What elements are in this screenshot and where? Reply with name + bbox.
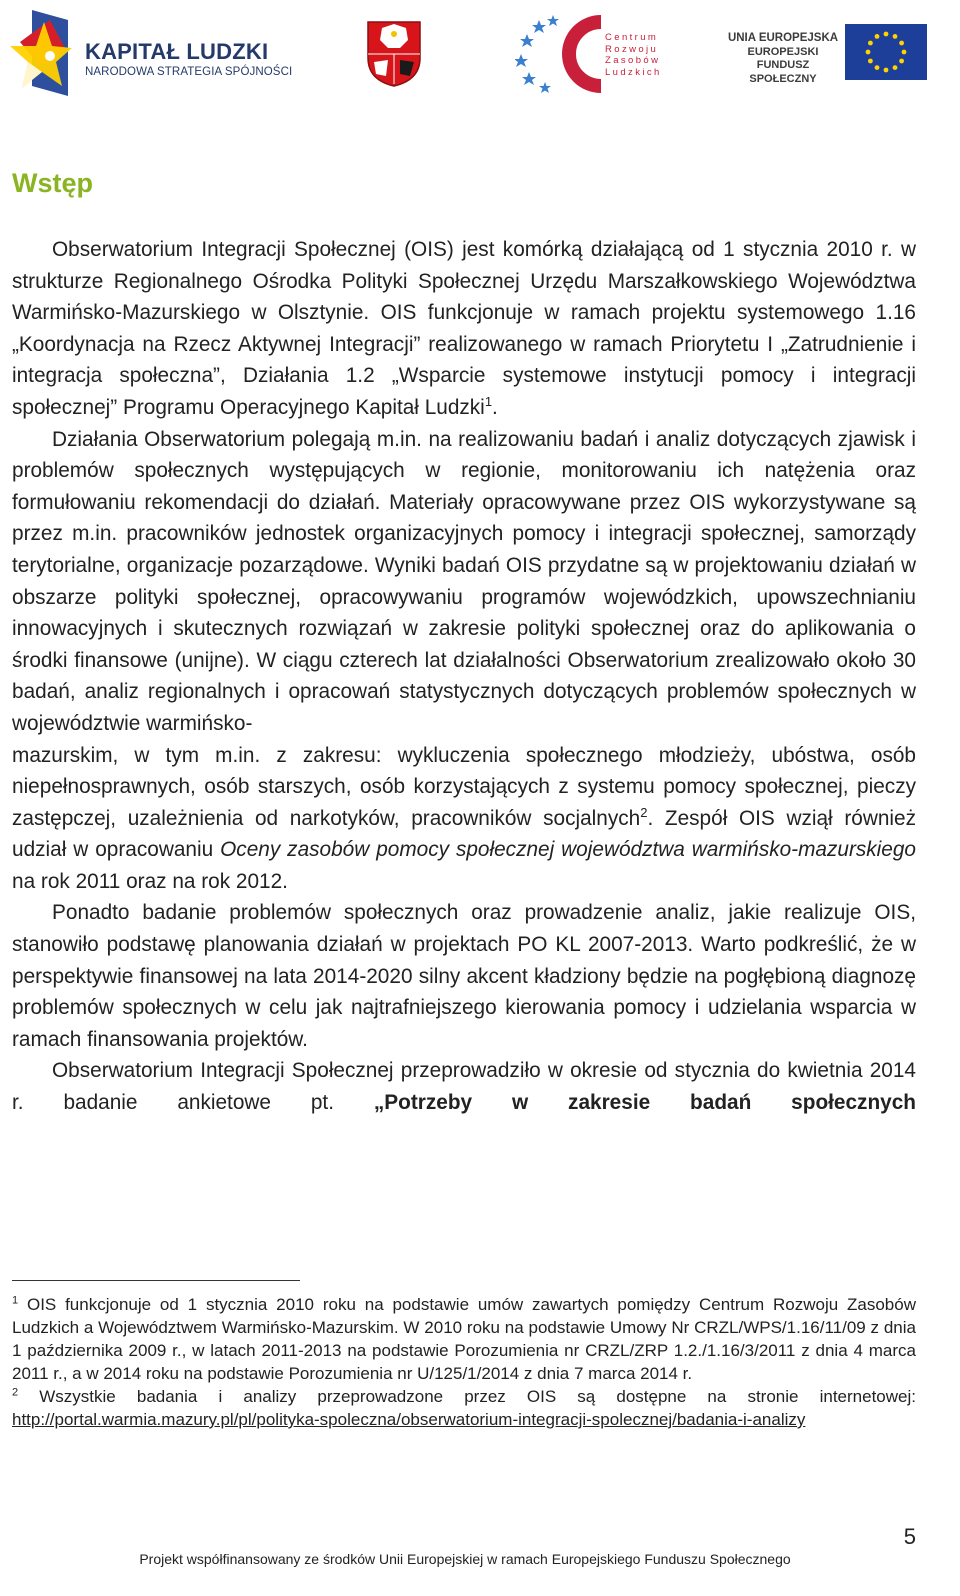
crzl-line-2: Rozwoju (605, 43, 659, 55)
paragraph-2-text-d: na rok 2011 oraz na rok 2012. (12, 869, 288, 893)
footnote-1-text: OIS funkcjonuje od 1 stycznia 2010 roku na podstawie umów zawartych pomiędzy Centrum Rozwoju Zasobów Ludzkich a Województwem Warmińsko-Mazurskim. W 2010 roku na podstawie Umowy Nr CRZL/WPS/1.16/11/09 z dnia 1 października 2009 r., w latach 2011-2013 na podstawie Porozumienia nr CRZL/ZRP 1.2./1.16/3/2011 z dnia 4 marca 2011 r., a w 2014 roku na podstawie Porozumienia nr U/125/1/2014 z dnia 7 marca 2014 r. (12, 1295, 916, 1383)
page-number: 5 (903, 1524, 916, 1549)
footnote-ref-1[interactable]: 1 (484, 394, 493, 410)
crzl-name (605, 32, 662, 78)
eu-flag-icon (845, 24, 927, 80)
footnote-1-marker: 1 (12, 1294, 19, 1307)
footnote-ref-2[interactable]: 2 (640, 804, 648, 820)
paragraph-4 (12, 1055, 916, 1118)
eu-line-2: EUROPEJSKI (747, 45, 819, 58)
kapital-ludzki-star-icon (10, 10, 76, 98)
footnote-2-marker: 2 (12, 1386, 19, 1399)
paragraph-2-text-b: mazurskim, w tym m.in. z zakresu: wykluczenia społecznego młodzieży, ubóstwa, osób niepełnosprawnych, osób starszych, osób korzystających z systemu pomocy społecznej, pieczy zastępczej, uzależnienia od narkotyków, pracowników socjalnych (12, 743, 916, 830)
header-logos (10, 8, 940, 100)
footnotes (12, 1293, 916, 1431)
paragraph-3: Ponadto badanie problemów społecznych oraz prowadzenie analiz, jakie realizuje OIS, stanowiło podstawę planowania działań w projektach PO KL 2007-2013. Warto podkreślić, że w perspektywie finansowej na lata 2014-2020 silny akcent kładziony będzie na pogłębioną diagnozę problemów społecznych w celu jak najtrafniejszego kierowania pomocy i udzielania wsparcia w ramach finansowania projektów. (12, 901, 916, 1051)
eu-line-1: UNIA EUROPEJSKA (727, 32, 839, 44)
footnote-2-link[interactable]: http://portal.warmia.mazury.pl/pl/polityka-spoleczna/obserwatorium-integracji-spolecznej/badania-i-analizy (12, 1410, 806, 1429)
paragraph-4-bold-title: „Potrzeby w zakresie badań społecznych (373, 1091, 916, 1115)
paragraph-1 (12, 234, 916, 424)
eu-logo (724, 24, 939, 90)
paragraph-2-text-a: Działania Obserwatorium polegają m.in. na realizowaniu badań i analiz dotyczących zjawisk i problemów społecznych występujących w regionie, monitorowaniu ich natężenia oraz formułowaniu rekomendacji do działań. Materiały opracowywane przez OIS wykorzystywane są przez m.in. pracowników jednostek organizacyjnych pomocy i integracji społecznej, samorządy terytorialne, organizacje pozarządowe. Wyniki badań OIS przydatne są w projektowaniu działań w obszarze polityki społecznej, opracowywaniu programów wojewódzkich, upowszechnianiu innowacyjnych i skutecznych rozwiązań w zakresie polityki społecznej oraz do aplikowania o środki finansowe (unijne). W ciągu czterech lat działalności Obserwatorium zrealizowało około 30 badań, analiz regionalnych i opracowań statystycznych dotyczących problemów społecznych w województwie warmińsko- (12, 427, 916, 735)
document-body (12, 234, 916, 1119)
kapital-ludzki-logo (10, 10, 300, 98)
paragraph-2-italic-title: Oceny zasobów pomocy społecznej województwa warmińsko-mazurskiego (220, 838, 916, 862)
footnote-2 (12, 1385, 916, 1431)
crzl-line-3: Zasobów (605, 55, 661, 66)
paragraph-2-text-c: . Zespół OIS wziął również udział w opracowaniu (12, 806, 916, 862)
eu-line-3: FUNDUSZ SPOŁECZNY (749, 59, 817, 85)
eu-text (724, 32, 842, 86)
page-footer: Projekt współfinansowany ze środków Unii Europejskiej w ramach Europejskiego Funduszu Społecznego (139, 1551, 791, 1567)
kapital-ludzki-title: KAPITAŁ LUDZKI (85, 39, 269, 64)
kapital-ludzki-subtitle: NARODOWA STRATEGIA SPÓJNOŚCI (85, 66, 293, 78)
crzl-line-4: Ludzkich (605, 66, 662, 78)
paragraph-1-end: . (492, 395, 498, 419)
footnote-separator (12, 1280, 300, 1281)
paragraph-2 (12, 424, 916, 898)
crzl-logo (515, 14, 685, 94)
warmia-mazury-coat-of-arms-icon (364, 18, 424, 88)
paragraph-1-text: Obserwatorium Integracji Społecznej (OIS) jest komórką działającą od 1 stycznia 2010 r. w strukturze Regionalnego Ośrodka Polityki Społecznej Urzędu Marszałkowskiego Województwa Warmińsko-Mazurskiego w Olsztynie. OIS funkcjonuje w ramach projektu systemowego 1.16 „Koordynacja na Rzecz Aktywnej Integracji” realizowanego w ramach Priorytetu I „Zatrudnienie i integracja społeczna”, Działania 1.2 „Wsparcie systemowe instytucji pomocy i integracji społecznej” Programu Operacyjnego Kapitał Ludzki (12, 238, 916, 419)
paragraph-4-text: Obserwatorium Integracji Społecznej przeprowadziło w okresie od stycznia do kwietnia 2014 r. badanie ankietowe pt. (12, 1059, 916, 1115)
crzl-line-1: Centrum (605, 32, 659, 43)
section-heading: Wstęp (12, 168, 93, 198)
footnote-1 (12, 1293, 916, 1385)
footnote-2-text: Wszystkie badania i analizy przeprowadzone przez OIS są dostępne na stronie internetowej: (39, 1387, 916, 1406)
